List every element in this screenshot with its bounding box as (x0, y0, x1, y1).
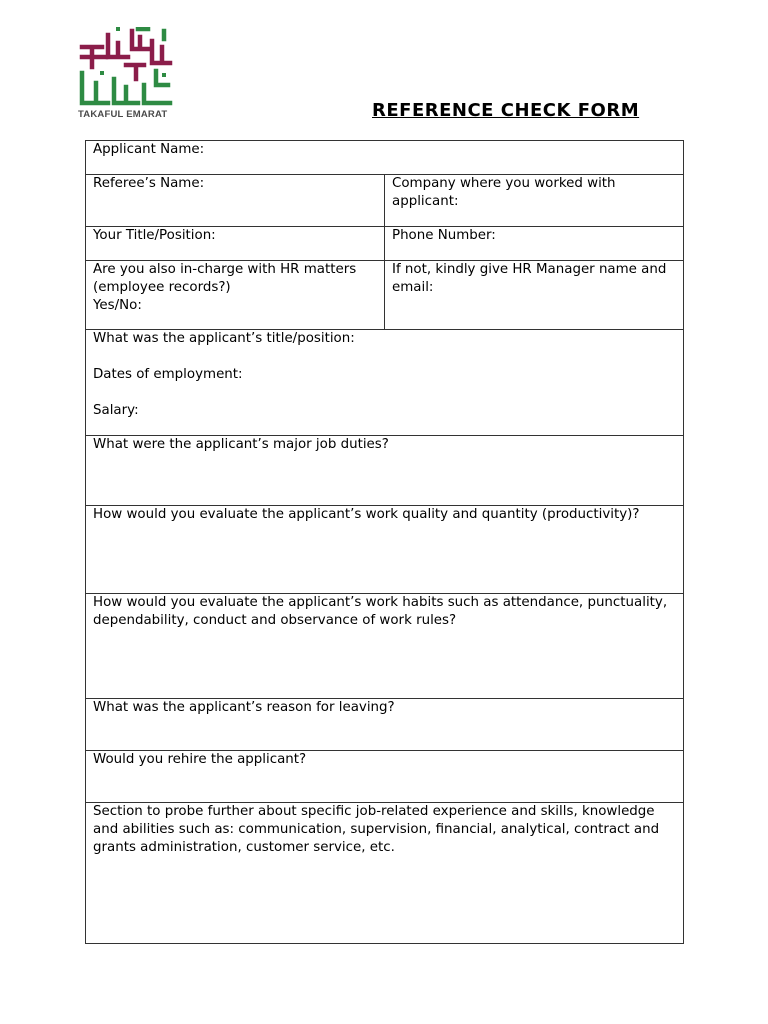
reason-leaving-label: What was the applicant’s reason for leaving? (93, 700, 395, 715)
applicant-name-label: Applicant Name: (93, 142, 205, 157)
hr-manager-label: If not, kindly give HR Manager name and email: (392, 262, 667, 295)
logo-wordmark: TAKAFUL EMARAT (78, 109, 168, 120)
applicant-name-field[interactable] (86, 141, 684, 175)
company-logo (78, 27, 174, 123)
your-title-field[interactable] (86, 227, 385, 261)
referee-name-label: Referee’s Name: (93, 176, 205, 191)
referee-name-field[interactable] (86, 175, 385, 227)
row-work-quality (86, 506, 684, 594)
row-rehire (86, 751, 684, 803)
company-label: Company where you worked with applicant: (392, 176, 616, 209)
phone-field[interactable] (385, 227, 684, 261)
phone-label: Phone Number: (392, 228, 496, 243)
reference-check-table (85, 140, 684, 944)
in-charge-label: Are you also in-charge with HR matters (employee records?) Yes/No: (93, 262, 357, 313)
page-title: REFERENCE CHECK FORM (372, 100, 640, 121)
hr-manager-field[interactable] (385, 261, 684, 330)
applicant-title-label: What was the applicant’s title/position: (93, 331, 355, 346)
duties-field[interactable] (86, 436, 684, 506)
row-reason-leaving (86, 699, 684, 751)
row-hr (86, 261, 684, 330)
row-work-habits (86, 594, 684, 699)
row-duties (86, 436, 684, 506)
company-field[interactable] (385, 175, 684, 227)
probe-field[interactable] (86, 803, 684, 944)
row-applicant-name (86, 141, 684, 175)
salary-label: Salary: (93, 403, 139, 418)
reason-leaving-field[interactable] (86, 699, 684, 751)
work-quality-label: How would you evaluate the applicant’s work quality and quantity (productivity)? (93, 507, 640, 522)
employment-details-field[interactable] (86, 330, 684, 436)
rehire-field[interactable] (86, 751, 684, 803)
your-title-label: Your Title/Position: (93, 228, 216, 243)
in-charge-field[interactable] (86, 261, 385, 330)
work-habits-field[interactable] (86, 594, 684, 699)
duties-label: What were the applicant’s major job duties? (93, 437, 389, 452)
probe-label: Section to probe further about specific job-related experience and skills, knowledge and abilities such as: communication, supervision, financial, analytical, contract and grants administration, customer service, etc. (93, 804, 660, 855)
rehire-label: Would you rehire the applicant? (93, 752, 307, 767)
row-employment-details (86, 330, 684, 436)
row-title-phone (86, 227, 684, 261)
row-probe (86, 803, 684, 944)
work-quality-field[interactable] (86, 506, 684, 594)
row-referee (86, 175, 684, 227)
dates-label: Dates of employment: (93, 367, 243, 382)
takaful-emarat-logo-icon (78, 27, 174, 107)
work-habits-label: How would you evaluate the applicant’s work habits such as attendance, punctuality, dependability, conduct and observance of work rules? (93, 595, 668, 628)
